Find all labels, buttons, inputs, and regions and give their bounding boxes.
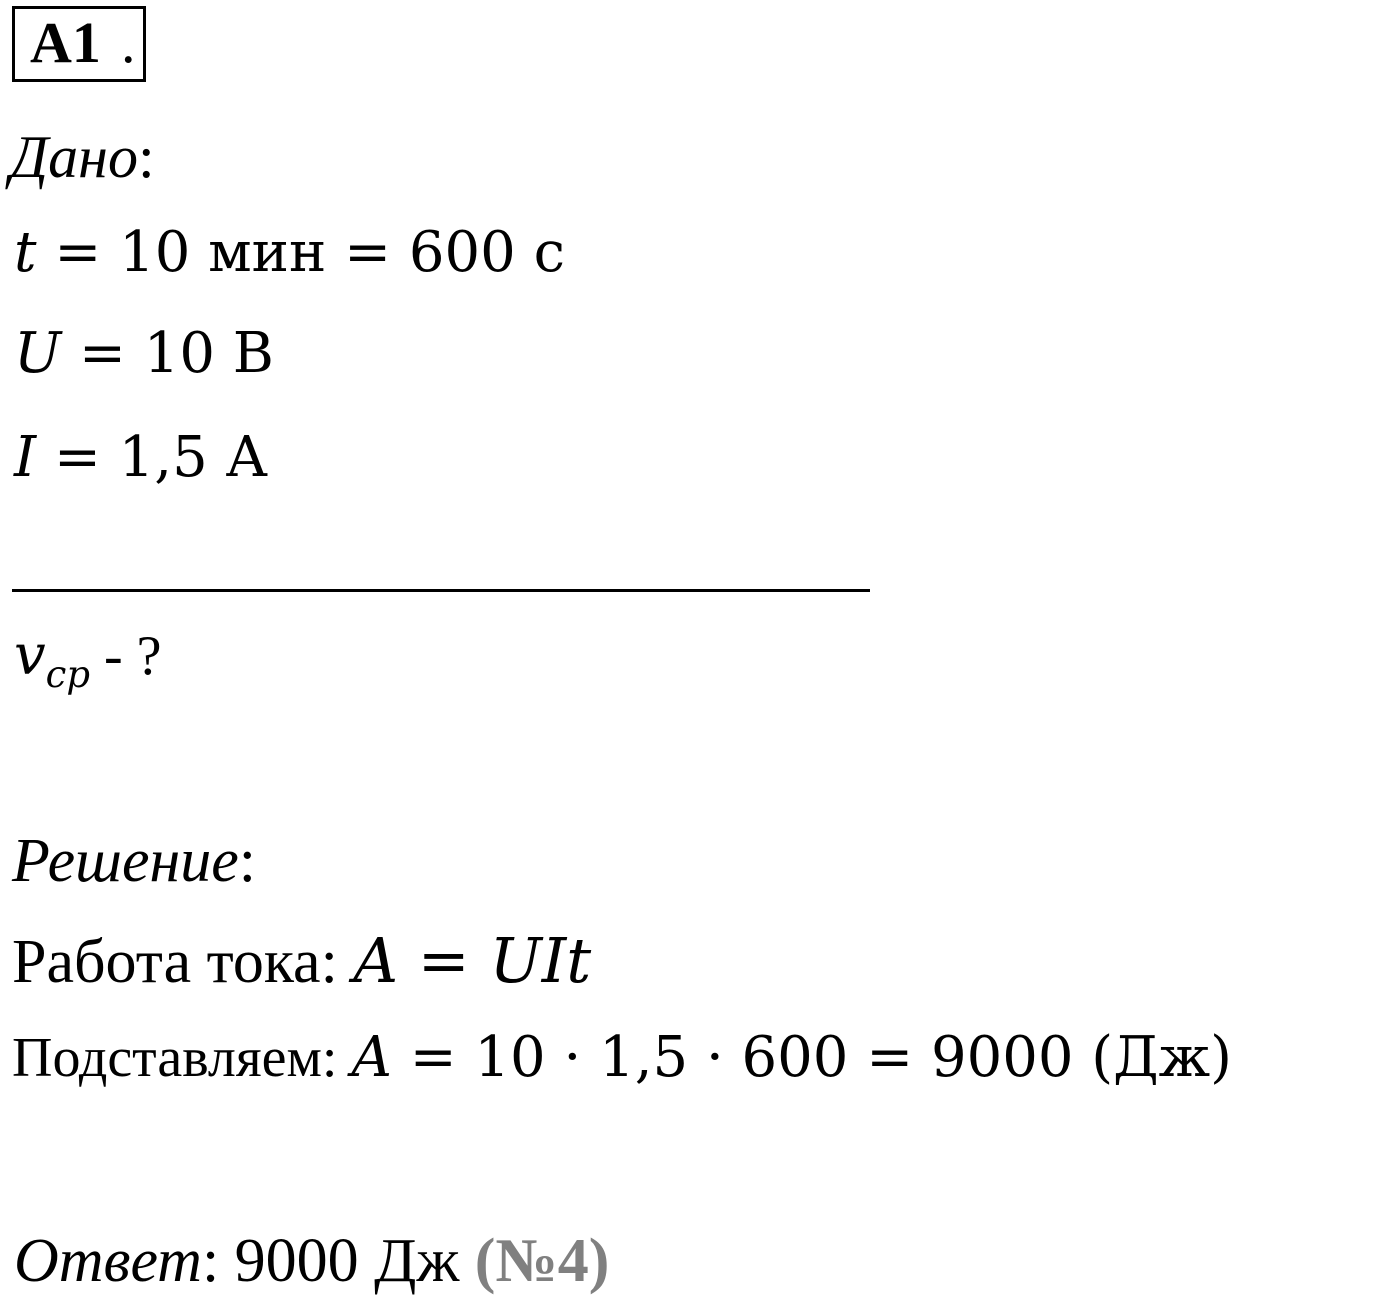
var-v-subscript: ср bbox=[45, 652, 90, 696]
answer-reference: (№4) bbox=[474, 1227, 610, 1295]
var-i: I bbox=[14, 425, 37, 490]
work-rhs: UIt bbox=[489, 924, 592, 997]
solution-heading: Решение bbox=[12, 827, 239, 895]
answer-heading: Ответ bbox=[14, 1227, 202, 1295]
var-u: U bbox=[14, 321, 62, 386]
value-time-min: 10 мин bbox=[119, 220, 327, 285]
task-number-dot: . bbox=[121, 10, 136, 75]
eq-sign: = bbox=[53, 425, 101, 490]
var-t: t bbox=[14, 220, 37, 285]
given-heading: Дано bbox=[10, 124, 138, 190]
given-line-current bbox=[14, 425, 268, 490]
work-label: Работа тока: bbox=[12, 928, 354, 996]
task-number: A1 bbox=[30, 10, 101, 75]
given-line-time bbox=[14, 220, 565, 285]
eq-sign: = bbox=[344, 220, 392, 285]
subst-label: Подставляем: bbox=[12, 1027, 352, 1089]
work-formula-line bbox=[12, 924, 592, 997]
work-lhs: A bbox=[353, 924, 399, 997]
value-voltage: 10 В bbox=[143, 321, 274, 386]
given-divider bbox=[12, 589, 870, 592]
unknown-suffix: - ? bbox=[90, 625, 162, 687]
value-time-sec: 600 с bbox=[408, 220, 565, 285]
answer-line bbox=[14, 1227, 610, 1295]
answer-text: : 9000 Дж bbox=[201, 1227, 475, 1295]
subst-lhs: A bbox=[351, 1025, 392, 1090]
given-heading-line bbox=[10, 124, 155, 190]
subst-expr: = 10 · 1,5 · 600 = 9000 (Дж) bbox=[391, 1025, 1233, 1090]
solution-heading-line bbox=[12, 827, 256, 895]
given-colon: : bbox=[137, 124, 155, 190]
eq-sign: = bbox=[79, 321, 126, 386]
solution-colon: : bbox=[238, 827, 256, 895]
given-line-voltage bbox=[14, 321, 274, 386]
work-eq: = bbox=[398, 924, 490, 997]
substitution-line bbox=[12, 1025, 1233, 1090]
value-current: 1,5 А bbox=[118, 425, 268, 490]
var-v: v bbox=[14, 623, 46, 688]
eq-sign: = bbox=[54, 220, 102, 285]
unknown-line bbox=[14, 623, 162, 696]
